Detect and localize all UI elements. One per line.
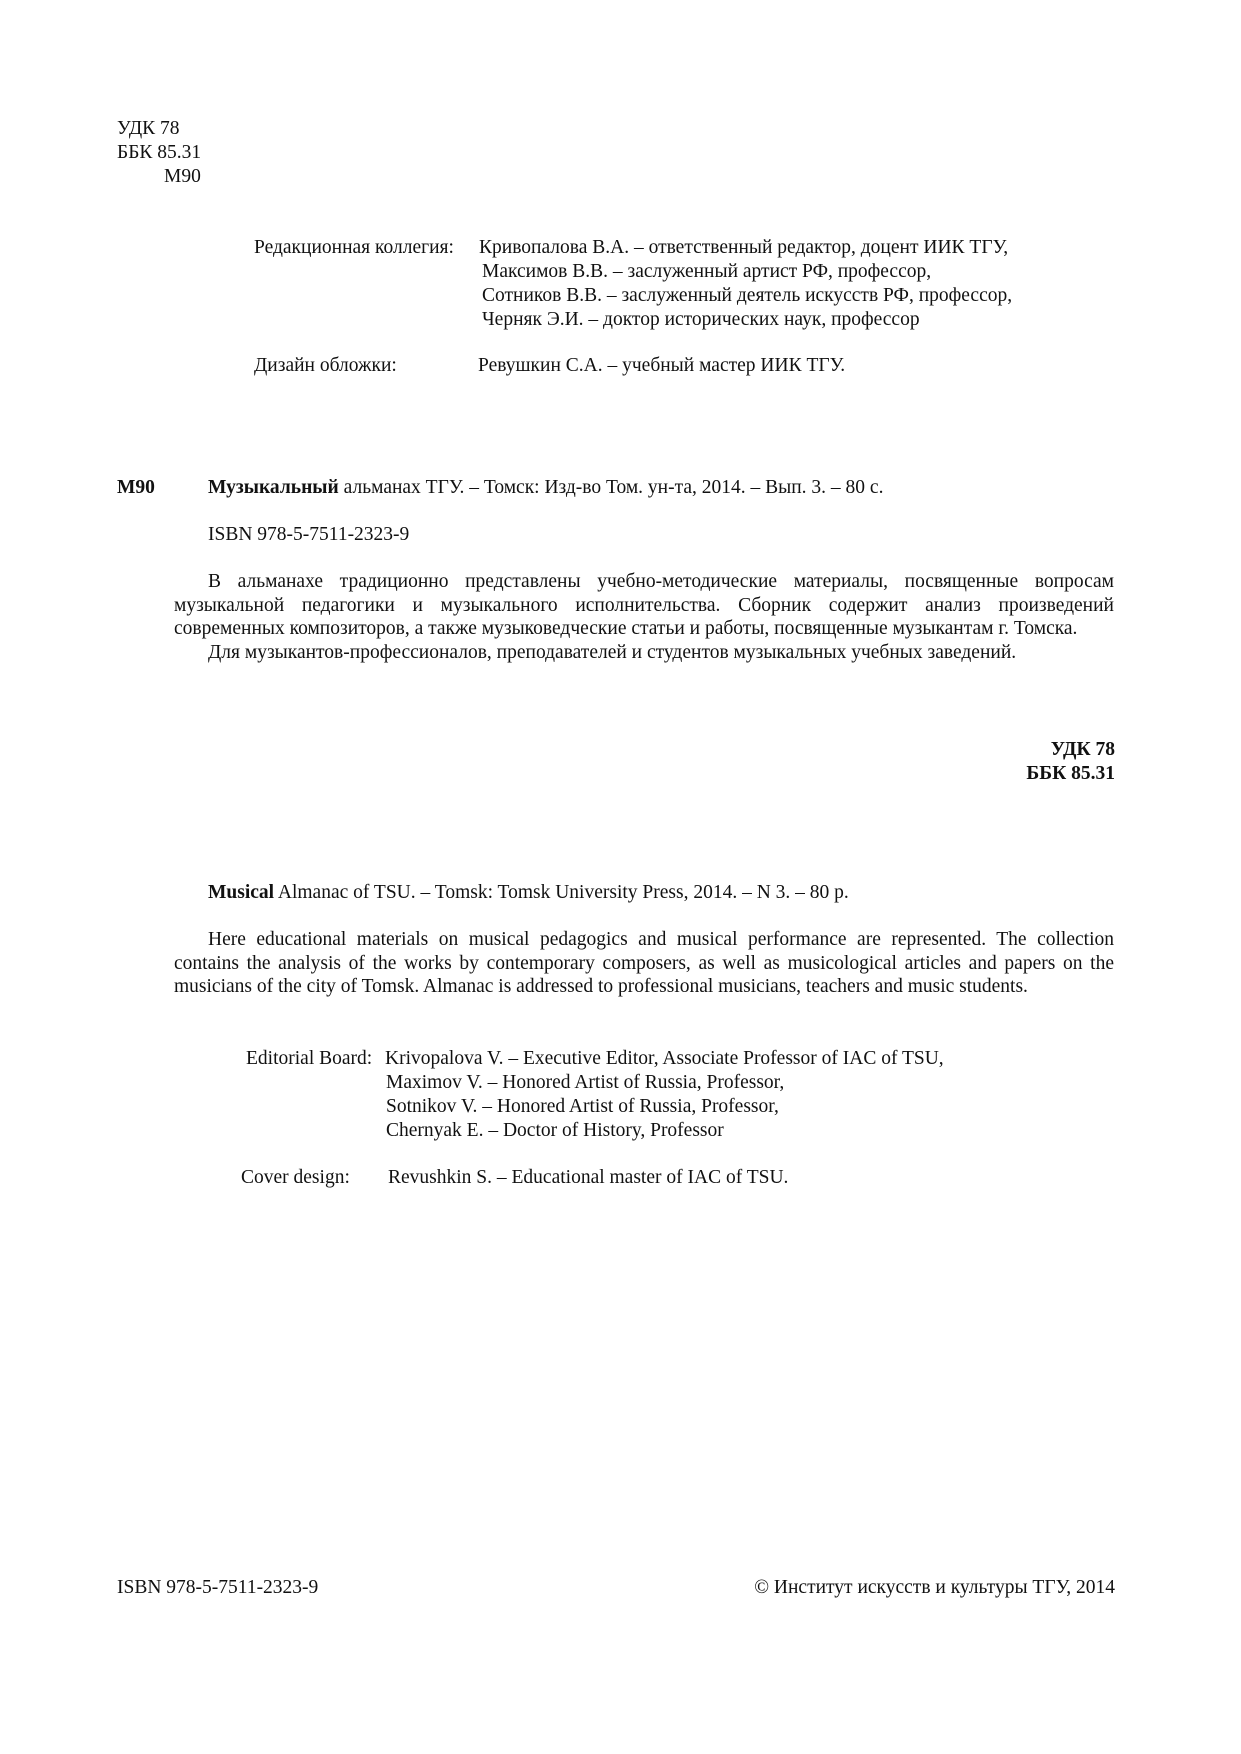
editorial-member-ru: Сотников В.В. – заслуженный деятель искусств РФ, профессор, — [482, 285, 1013, 306]
author-mark: М90 — [164, 166, 201, 187]
editorial-board-label-en: Editorial Board: — [246, 1048, 373, 1069]
editorial-member-en: Sotnikov V. – Honored Artist of Russia, Professor, — [386, 1096, 779, 1117]
entry-title-bold-en: Musical — [208, 882, 275, 903]
entry-title-bold-ru: Музыкальный — [208, 477, 339, 498]
bbk-code-right: ББК 85.31 — [1026, 763, 1115, 784]
footer-isbn: ISBN 978-5-7511-2323-9 — [117, 1577, 319, 1598]
cover-design-label-en: Cover design: — [241, 1167, 350, 1188]
editorial-member-ru: Кривопалова В.А. – ответственный редактор, доцент ИИК ТГУ, — [479, 237, 1009, 258]
cover-design-text-en: Revushkin S. – Educational master of IAC of TSU. — [388, 1167, 789, 1188]
editorial-member-en: Chernyak E. – Doctor of History, Professor — [386, 1120, 724, 1141]
editorial-board-label-ru: Редакционная коллегия: — [254, 237, 454, 258]
editorial-member-ru: Черняк Э.И. – доктор исторических наук, профессор — [482, 309, 920, 330]
entry-title-en — [208, 881, 849, 905]
udk-code-right: УДК 78 — [1050, 739, 1115, 760]
abstract-en: Here educational materials on musical pedagogics and musical performance are represented. The collection contains the analysis of the works by contemporary composers, as well as musicological articles and papers on the musicians of the city of Tomsk. Almanac is addressed to professional musicians, teachers and music students. — [174, 929, 1114, 997]
footer-copyright: © Институт искусств и культуры ТГУ, 2014 — [754, 1577, 1115, 1598]
bbk-code: ББК 85.31 — [117, 142, 202, 163]
audience-ru: Для музыкантов-профессионалов, преподавателей и студентов музыкальных учебных заведений. — [208, 642, 1017, 663]
entry-mark: М90 — [117, 477, 155, 498]
editorial-member-en: Krivopalova V. – Executive Editor, Associate Professor of IAC of TSU, — [385, 1048, 944, 1069]
abstract-ru: В альманахе традиционно представлены учебно-методические материалы, посвященные вопросам музыкальной педагогики и музыкального исполнительства. Сборник содержит анализ произведений современных композиторов, а также музыковедческие статьи и работы, посвященные музыкантам г. Томска. — [174, 571, 1114, 639]
entry-title-rest-ru: альманах ТГУ. – Томск: Изд-во Том. ун-та, 2014. – Вып. 3. – 80 с. — [338, 477, 884, 498]
isbn-ru: ISBN 978-5-7511-2323-9 — [208, 524, 410, 545]
cover-design-text-ru: Ревушкин С.А. – учебный мастер ИИК ТГУ. — [478, 355, 846, 376]
cover-design-label-ru: Дизайн обложки: — [254, 355, 397, 376]
udk-code: УДК 78 — [117, 118, 180, 139]
entry-title-ru — [208, 476, 883, 500]
editorial-member-en: Maximov V. – Honored Artist of Russia, Professor, — [386, 1072, 785, 1093]
editorial-member-ru: Максимов В.В. – заслуженный артист РФ, профессор, — [482, 261, 932, 282]
entry-title-rest-en: Almanac of TSU. – Tomsk: Tomsk University Press, 2014. – N 3. – 80 p. — [274, 882, 849, 903]
